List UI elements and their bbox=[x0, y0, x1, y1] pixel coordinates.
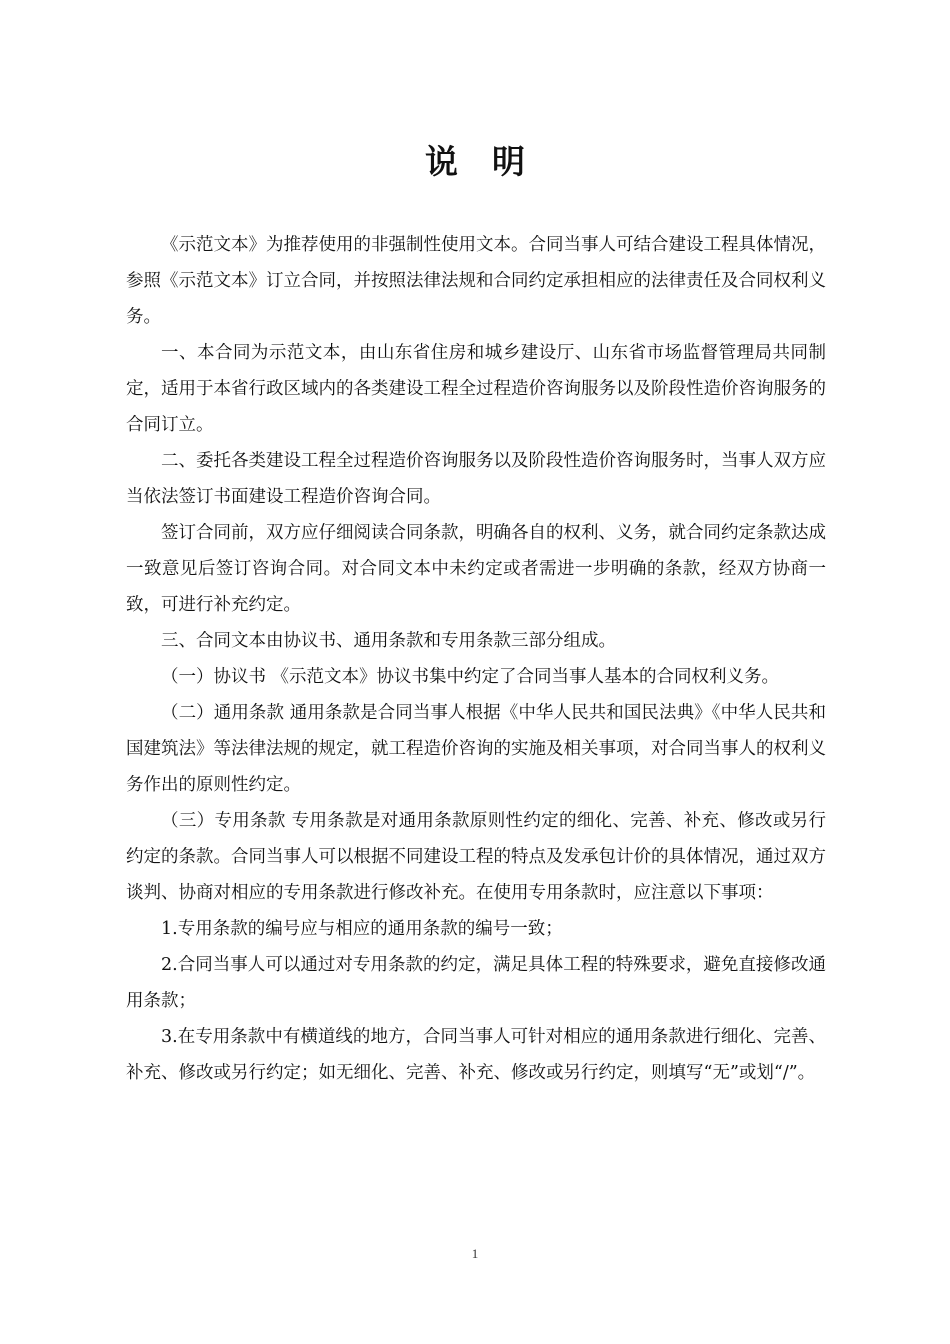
intro-paragraph: 《示范文本》为推荐使用的非强制性使用文本。合同当事人可结合建设工程具体情况，参照《示范文本》订立合同，并按照法律法规和合同约定承担相应的法律责任及合同权利义务。 bbox=[126, 235, 826, 327]
agreement-paragraph: （一）协议书 《示范文本》协议书集中约定了合同当事人基本的合同权利义务。 bbox=[161, 667, 780, 687]
page-title: 说明 bbox=[425, 142, 559, 181]
general-terms-paragraph: （二）通用条款 通用条款是合同当事人根据《中华人民共和国民法典》《中华人民共和国建筑法》等法律法规的规定，就工程造价咨询的实施及相关事项，对合同当事人的权利义务作出的原则性约定。 bbox=[126, 703, 826, 795]
list-item-3: 3.在专用条款中有横道线的地方，合同当事人可针对相应的通用条款进行细化、完善、补充、修改或另行约定；如无细化、完善、补充、修改或另行约定，则填写“无”或划“/”。 bbox=[126, 1027, 826, 1083]
special-terms-paragraph: （三）专用条款 专用条款是对通用条款原则性约定的细化、完善、补充、修改或另行约定的条款。合同当事人可以根据不同建设工程的特点及发承包计价的具体情况，通过双方谈判、协商对相应的专用条款进行修改补充。在使用专用条款时，应注意以下事项： bbox=[126, 811, 826, 903]
section-2-paragraph: 二、委托各类建设工程全过程造价咨询服务以及阶段性造价咨询服务时，当事人双方应当依法签订书面建设工程造价咨询合同。 bbox=[126, 451, 826, 507]
section-1-paragraph: 一、本合同为示范文本，由山东省住房和城乡建设厅、山东省市场监督管理局共同制定，适用于本省行政区域内的各类建设工程全过程造价咨询服务以及阶段性造价咨询服务的合同订立。 bbox=[126, 343, 826, 435]
document-body bbox=[126, 227, 826, 1091]
page-number: 1 bbox=[471, 1246, 479, 1261]
signing-paragraph: 签订合同前，双方应仔细阅读合同条款，明确各自的权利、义务，就合同约定条款达成一致意见后签订咨询合同。对合同文本中未约定或者需进一步明确的条款，经双方协商一致，可进行补充约定。 bbox=[126, 523, 826, 615]
section-3-paragraph: 三、合同文本由协议书、通用条款和专用条款三部分组成。 bbox=[161, 631, 616, 651]
list-item-2: 2.合同当事人可以通过对专用条款的约定，满足具体工程的特殊要求，避免直接修改通用条款； bbox=[126, 955, 826, 1011]
list-item-1: 1.专用条款的编号应与相应的通用条款的编号一致； bbox=[161, 919, 563, 939]
